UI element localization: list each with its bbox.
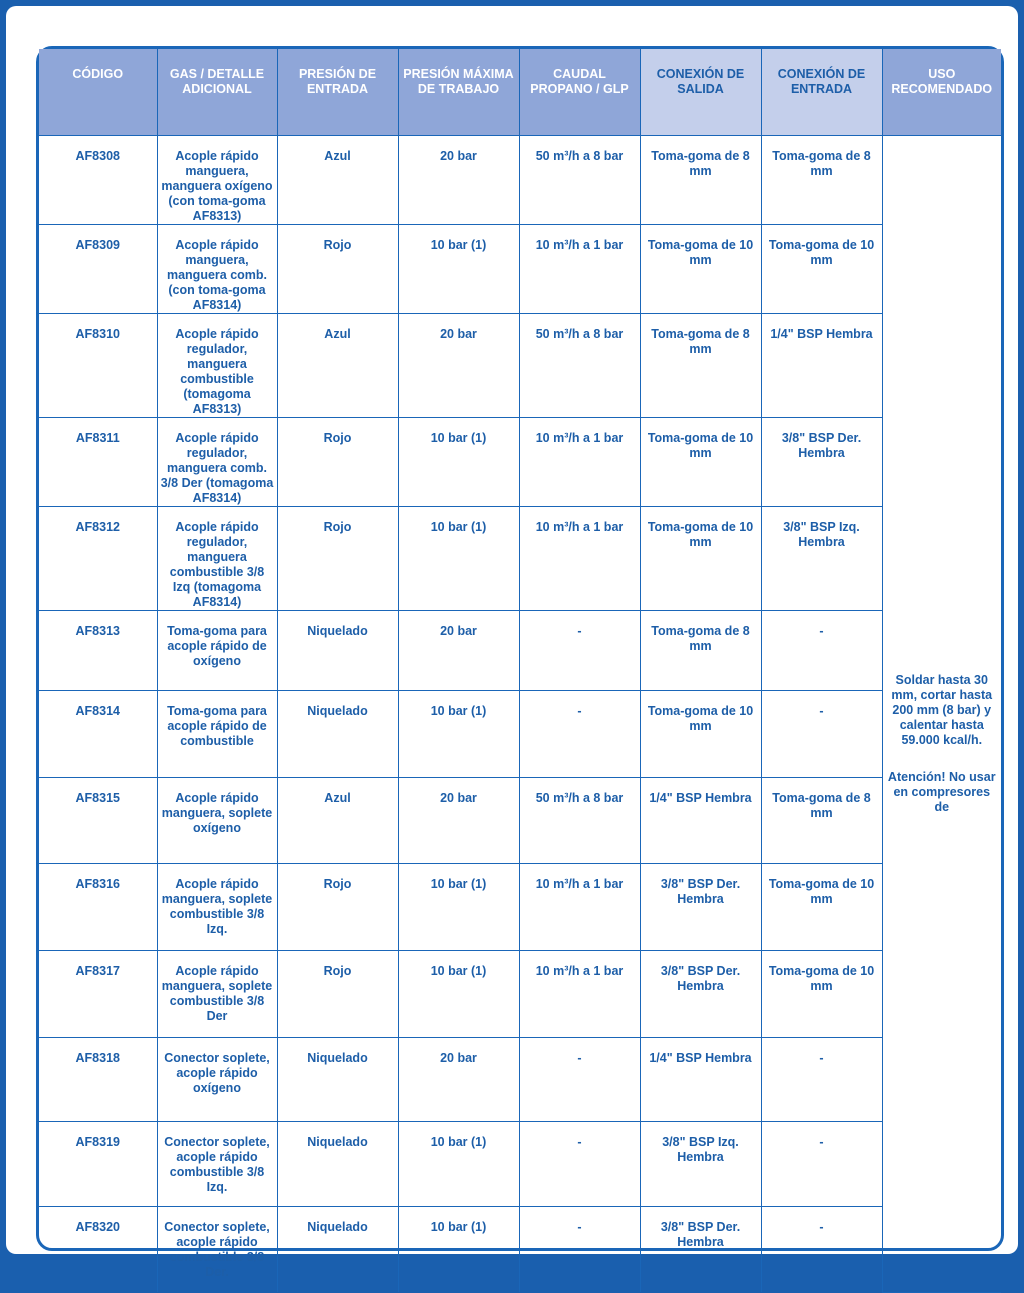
table-row (39, 417, 1001, 506)
presion-entrada-cell: Azul (277, 135, 398, 224)
conexion-salida-cell: Toma-goma de 10 mm (640, 224, 761, 313)
conexion-entrada-cell: 3/8" BSP Der. Hembra (761, 417, 882, 506)
conexion-entrada-cell: Toma-goma de 8 mm (761, 135, 882, 224)
conexion-salida-cell: 1/4" BSP Hembra (640, 1037, 761, 1121)
conexion-salida-cell: 3/8" BSP Der. Hembra (640, 950, 761, 1037)
presion-entrada-cell: Rojo (277, 506, 398, 610)
presion-maxima-cell: 20 bar (398, 135, 519, 224)
gas-cell: Acople rápido manguera, soplete combustible 3/8 Izq. (157, 863, 277, 950)
caudal-cell: 10 m³/h a 1 bar (519, 417, 640, 506)
conexion-entrada-cell: Toma-goma de 10 mm (761, 863, 882, 950)
presion-maxima-cell: 20 bar (398, 1037, 519, 1121)
codigo-cell: AF8310 (39, 313, 157, 417)
col-header-presion-maxima: PRESIÓN MÁXIMA DE TRABAJO (398, 49, 519, 135)
spec-table-frame (36, 46, 1004, 1279)
conexion-salida-cell: Toma-goma de 8 mm (640, 610, 761, 690)
presion-entrada-cell: Niquelado (277, 610, 398, 690)
col-header-conexion-entrada: CONEXIÓN DE ENTRADA (761, 49, 882, 135)
codigo-cell: AF8308 (39, 135, 157, 224)
presion-maxima-cell: 10 bar (1) (398, 224, 519, 313)
conexion-entrada-cell: 1/4" BSP Hembra (761, 313, 882, 417)
conexion-entrada-cell: Toma-goma de 10 mm (761, 224, 882, 313)
caudal-cell: 10 m³/h a 1 bar (519, 863, 640, 950)
table-row (39, 610, 1001, 690)
table-row (39, 506, 1001, 610)
presion-maxima-cell: 10 bar (1) (398, 1121, 519, 1206)
conexion-salida-cell: Toma-goma de 10 mm (640, 506, 761, 610)
col-header-presion-entrada: PRESIÓN DE ENTRADA (277, 49, 398, 135)
table-row (39, 313, 1001, 417)
table-row (39, 135, 1001, 224)
caudal-cell: 10 m³/h a 1 bar (519, 950, 640, 1037)
presion-maxima-cell: 20 bar (398, 777, 519, 863)
uso-recomendado-cell (882, 135, 1001, 1292)
presion-entrada-cell: Niquelado (277, 1121, 398, 1206)
gas-cell: Toma-goma para acople rápido de combustible (157, 690, 277, 777)
gas-cell: Acople rápido regulador, manguera comb. 3/8 Der (tomagoma AF8314) (157, 417, 277, 506)
gas-cell: Acople rápido regulador, manguera combustible (tomagoma AF8313) (157, 313, 277, 417)
gas-cell: Acople rápido manguera, soplete combustible 3/8 Der (157, 950, 277, 1037)
uso-warning: Atención! No usar en compresores de (887, 769, 996, 814)
conexion-entrada-cell: - (761, 610, 882, 690)
conexion-salida-cell: Toma-goma de 8 mm (640, 135, 761, 224)
conexion-entrada-cell: - (761, 690, 882, 777)
gas-cell: Toma-goma para acople rápido de oxígeno (157, 610, 277, 690)
table-row (39, 1206, 1001, 1292)
presion-entrada-cell: Rojo (277, 224, 398, 313)
gas-cell: Acople rápido manguera, manguera oxígeno (con toma-goma AF8313) (157, 135, 277, 224)
conexion-entrada-cell: - (761, 1206, 882, 1292)
table-row (39, 224, 1001, 313)
conexion-salida-cell: 1/4" BSP Hembra (640, 777, 761, 863)
codigo-cell: AF8313 (39, 610, 157, 690)
presion-entrada-cell: Niquelado (277, 1206, 398, 1292)
gas-cell: Acople rápido manguera, soplete oxígeno (157, 777, 277, 863)
caudal-cell: 50 m³/h a 8 bar (519, 135, 640, 224)
presion-entrada-cell: Rojo (277, 417, 398, 506)
gas-cell: Conector soplete, acople rápido combustible 3/8 Izq. (157, 1121, 277, 1206)
conexion-entrada-cell: Toma-goma de 10 mm (761, 950, 882, 1037)
table-row (39, 863, 1001, 950)
conexion-salida-cell: Toma-goma de 10 mm (640, 690, 761, 777)
presion-maxima-cell: 10 bar (1) (398, 863, 519, 950)
caudal-cell: - (519, 690, 640, 777)
spec-table (39, 49, 1001, 1293)
gas-cell: Conector soplete, acople rápido combustible 3/8 Der. (157, 1206, 277, 1292)
presion-entrada-cell: Rojo (277, 863, 398, 950)
uso-text: Soldar hasta 30 mm, cortar hasta 200 mm (8 bar) y calentar hasta 59.000 kcal/h. (891, 672, 993, 747)
caudal-cell: - (519, 610, 640, 690)
col-header-conexion-salida: CONEXIÓN DE SALIDA (640, 49, 761, 135)
caudal-cell: - (519, 1206, 640, 1292)
table-row (39, 1037, 1001, 1121)
presion-entrada-cell: Azul (277, 313, 398, 417)
codigo-cell: AF8318 (39, 1037, 157, 1121)
presion-maxima-cell: 10 bar (1) (398, 950, 519, 1037)
page-card (6, 6, 1018, 1279)
presion-entrada-cell: Niquelado (277, 1037, 398, 1121)
codigo-cell: AF8319 (39, 1121, 157, 1206)
conexion-salida-cell: 3/8" BSP Izq. Hembra (640, 1121, 761, 1206)
table-row (39, 950, 1001, 1037)
table-row (39, 690, 1001, 777)
codigo-cell: AF8311 (39, 417, 157, 506)
conexion-salida-cell: Toma-goma de 10 mm (640, 417, 761, 506)
col-header-gas: GAS / DETALLE ADICIONAL (157, 49, 277, 135)
codigo-cell: AF8315 (39, 777, 157, 863)
presion-maxima-cell: 20 bar (398, 610, 519, 690)
caudal-cell: 10 m³/h a 1 bar (519, 224, 640, 313)
codigo-cell: AF8317 (39, 950, 157, 1037)
presion-maxima-cell: 10 bar (1) (398, 417, 519, 506)
gas-cell: Acople rápido manguera, manguera comb. (con toma-goma AF8314) (157, 224, 277, 313)
table-row (39, 1121, 1001, 1206)
caudal-cell: 10 m³/h a 1 bar (519, 506, 640, 610)
conexion-salida-cell: Toma-goma de 8 mm (640, 313, 761, 417)
table-row (39, 777, 1001, 863)
presion-entrada-cell: Niquelado (277, 690, 398, 777)
presion-maxima-cell: 10 bar (1) (398, 1206, 519, 1292)
codigo-cell: AF8312 (39, 506, 157, 610)
codigo-cell: AF8316 (39, 863, 157, 950)
uso-spacer (885, 748, 1000, 770)
presion-maxima-cell: 20 bar (398, 313, 519, 417)
caudal-cell: - (519, 1121, 640, 1206)
codigo-cell: AF8320 (39, 1206, 157, 1292)
col-header-uso: USO RECOMENDADO (882, 49, 1001, 135)
gas-cell: Conector soplete, acople rápido oxígeno (157, 1037, 277, 1121)
col-header-codigo: CÓDIGO (39, 49, 157, 135)
presion-entrada-cell: Azul (277, 777, 398, 863)
caudal-cell: 50 m³/h a 8 bar (519, 313, 640, 417)
codigo-cell: AF8314 (39, 690, 157, 777)
caudal-cell: - (519, 1037, 640, 1121)
presion-maxima-cell: 10 bar (1) (398, 690, 519, 777)
conexion-entrada-cell: Toma-goma de 8 mm (761, 777, 882, 863)
conexion-salida-cell: 3/8" BSP Der. Hembra (640, 1206, 761, 1292)
caudal-cell: 50 m³/h a 8 bar (519, 777, 640, 863)
gas-cell: Acople rápido regulador, manguera combustible 3/8 Izq (tomagoma AF8314) (157, 506, 277, 610)
col-header-caudal: CAUDAL PROPANO / GLP (519, 49, 640, 135)
conexion-entrada-cell: - (761, 1121, 882, 1206)
conexion-entrada-cell: - (761, 1037, 882, 1121)
codigo-cell: AF8309 (39, 224, 157, 313)
presion-maxima-cell: 10 bar (1) (398, 506, 519, 610)
presion-entrada-cell: Rojo (277, 950, 398, 1037)
header-row (39, 49, 1001, 135)
conexion-salida-cell: 3/8" BSP Der. Hembra (640, 863, 761, 950)
conexion-entrada-cell: 3/8" BSP Izq. Hembra (761, 506, 882, 610)
